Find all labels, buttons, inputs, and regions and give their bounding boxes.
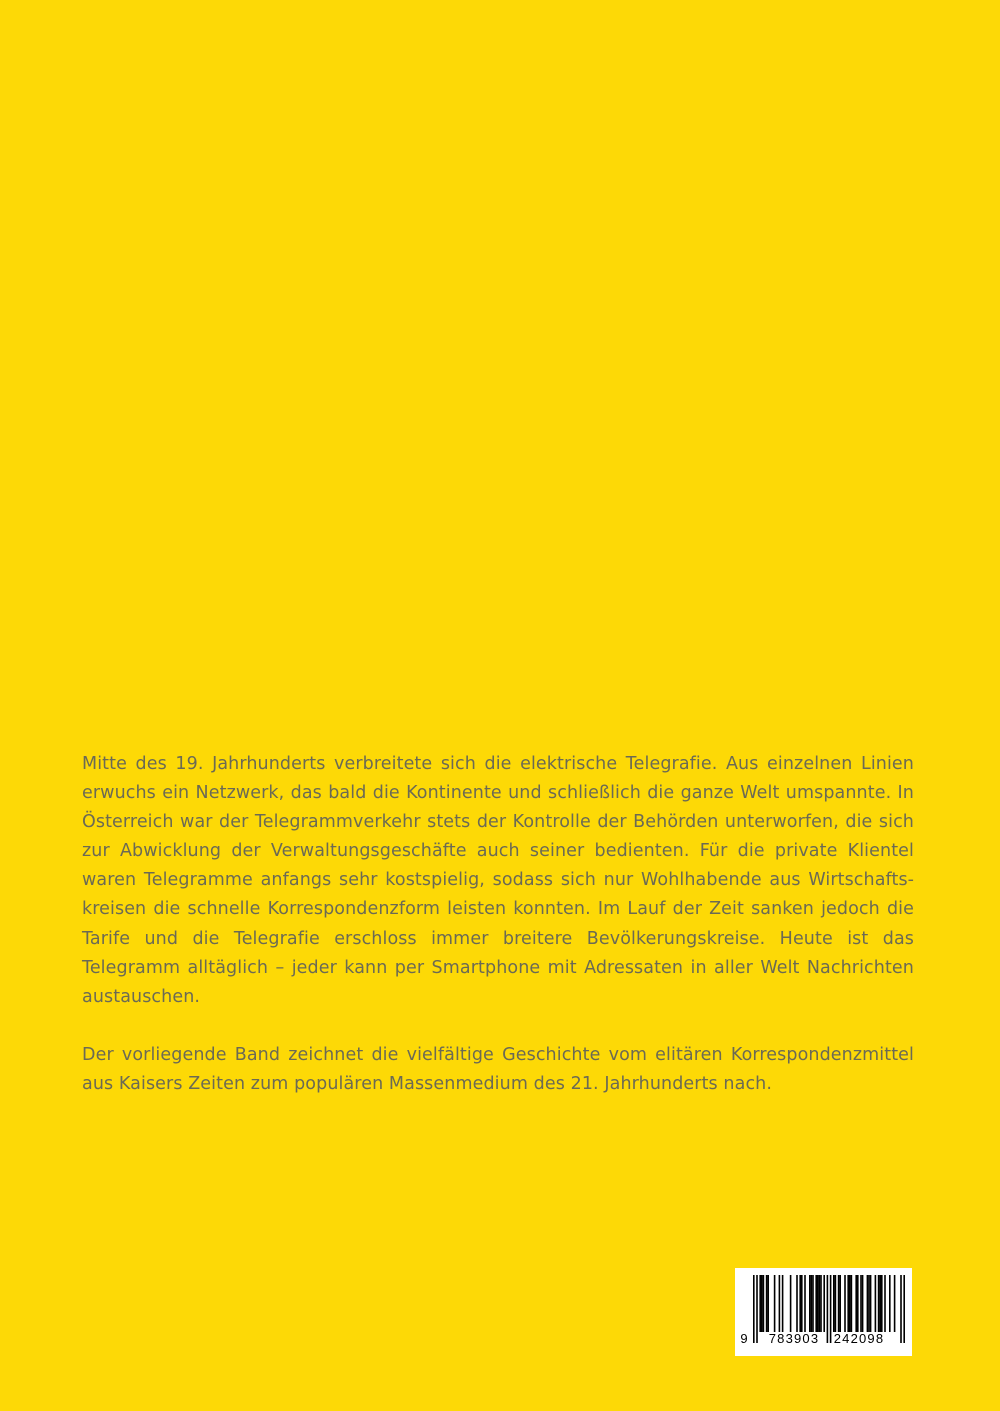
barcode-bar [879, 1275, 881, 1332]
barcode-bar [809, 1275, 811, 1332]
barcode-guard-bar [903, 1275, 905, 1343]
barcode-guard-bar [756, 1275, 758, 1343]
barcode-bar [881, 1275, 883, 1332]
barcode-bar [878, 1275, 880, 1332]
barcode-bar [759, 1275, 761, 1332]
barcode-bar [799, 1275, 801, 1332]
isbn-barcode [735, 1268, 912, 1356]
barcode-bar [847, 1275, 849, 1332]
barcode-bar [868, 1275, 870, 1332]
barcode-lead-digit: 9 [740, 1331, 748, 1346]
blurb-paragraph-1: Mitte des 19. Jahrhunderts verbreitete sich die elektrische Telegrafie. Aus einzelnen Linien erwuchs ein Netzwerk, das bald die Kontinente und schließlich die ganze Welt umspannte. In Österreich war der Telegrammverkehr stets der Kontrolle der Behörden unterworfen, die sich zur Abwicklung der Verwaltungsgeschäfte auch seiner bedienten. Für die private Klientel waren Telegramme anfangs sehr kostspielig, sodass sich nur Wohlhabende aus Wirtschaftskreisen die schnelle Korrespondenzform leisten konnten. Im Lauf der Zeit sanken jedoch die Tarife und die Telegrafie erschloss immer breitere Bevölkerungskreise. Heute ist das Telegramm alltäglich – jeder kann per Smartphone mit Adressaten in aller Welt Nachrichten austauschen. [82, 754, 914, 1007]
barcode-guard-bar [900, 1275, 902, 1343]
back-cover-blurb [82, 750, 914, 1099]
barcode-bar [766, 1275, 768, 1332]
barcode-bar [823, 1275, 825, 1332]
barcode-bar [779, 1275, 781, 1332]
barcode-bar [851, 1275, 853, 1332]
barcode-bar [835, 1275, 837, 1332]
barcode-bar [790, 1275, 792, 1332]
barcode-bar [796, 1275, 798, 1332]
barcode-graphic [735, 1268, 912, 1356]
barcode-bar [839, 1275, 841, 1332]
barcode-left-digits: 783903 [768, 1331, 820, 1346]
barcode-bar [817, 1275, 819, 1332]
barcode-bar [801, 1275, 803, 1332]
barcode-bar [894, 1275, 896, 1332]
barcode-bar [761, 1275, 763, 1332]
barcode-bar [763, 1275, 765, 1332]
barcode-bar [774, 1275, 776, 1332]
barcode-bar [857, 1275, 859, 1332]
barcode-bar [875, 1275, 877, 1332]
barcode-bar [867, 1275, 869, 1332]
barcode-bar [838, 1275, 840, 1332]
barcode-bar [782, 1275, 784, 1332]
barcode-bar [870, 1275, 872, 1332]
barcode-guard-bar [753, 1275, 755, 1343]
barcode-bar [820, 1275, 822, 1332]
barcode-guard-bar [827, 1275, 829, 1343]
barcode-bar [849, 1275, 851, 1332]
barcode-bar [811, 1275, 813, 1332]
barcode-bar [884, 1275, 886, 1332]
barcode-bar [812, 1275, 814, 1332]
barcode-bar [860, 1275, 862, 1332]
barcode-bar [862, 1275, 864, 1332]
barcode-bar [819, 1275, 821, 1332]
barcode-guard-bar [830, 1275, 832, 1343]
barcode-bar [767, 1275, 769, 1332]
barcode-bar [815, 1275, 817, 1332]
barcode-right-digits: 242098 [833, 1331, 885, 1346]
barcode-bar [889, 1275, 891, 1332]
barcode-bar [833, 1275, 835, 1332]
barcode-bar [855, 1275, 857, 1332]
barcode-bar [844, 1275, 846, 1332]
barcode-bar [804, 1275, 806, 1332]
blurb-paragraph-2: Der vorliegende Band zeichnet die vielfältige Geschichte vom elitären Korrespondenzmittel aus Kaisers Zeiten zum populären Massenmedium des 21. Jahrhunderts nach. [82, 1044, 914, 1094]
